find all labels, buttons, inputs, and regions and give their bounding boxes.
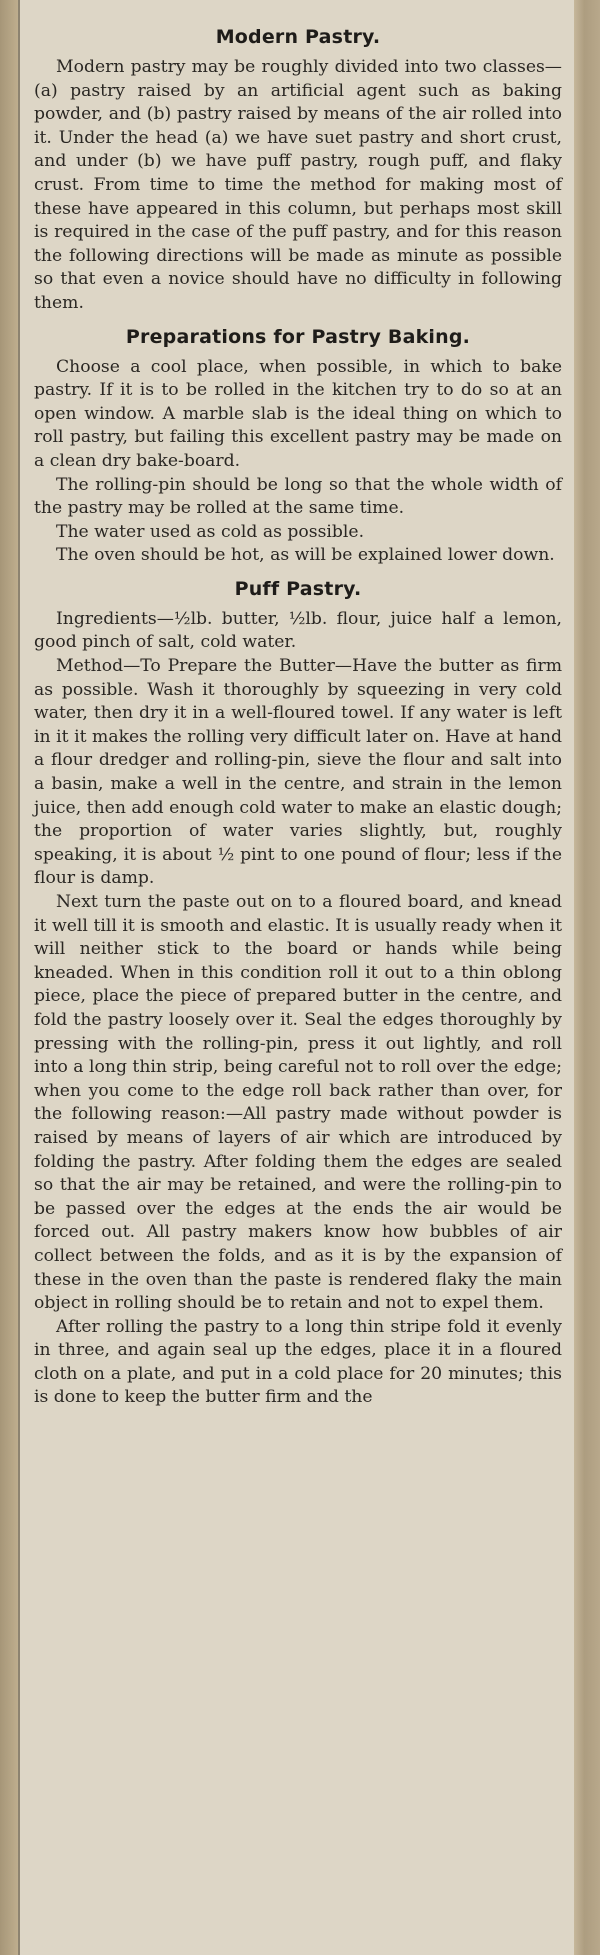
paragraph-ingredients: Ingredients—½lb. butter, ½lb. flour, juice half a lemon, good pinch of salt, cold water. (34, 608, 562, 653)
paragraph-modern-pastry-intro: Modern pastry may be roughly divided into two classes—(a) pastry raised by an artificial agent such as baking powder, and (b) pastry raised by means of the air rolled into it. Under the head (a) we have suet pastry and short crust, and under (b) we have puff pastry, rough puff, and flaky crust. From time to time the method for making most of these have appeared in this column, but perhaps most skill is required in the case of the puff pastry, and for this reason the following directions will be made as minute as possible so that even a novice should have no difficulty in following them. (34, 57, 562, 313)
paragraph-after-rolling: After rolling the pastry to a long thin stripe fold it evenly in three, and again seal up the edges, place it in a floured cloth on a plate, and put in a cold place for 20 minutes; this is done to keep the butter firm and the (34, 1316, 562, 1408)
section-heading-modern-pastry: Modern Pastry. (215, 26, 381, 48)
section-heading-preparations: Preparations for Pastry Baking. (125, 325, 471, 348)
newspaper-clipping (18, 0, 574, 1955)
section-heading-puff-pastry: Puff Pastry. (234, 577, 362, 600)
paragraph-cool-place: Choose a cool place, when possible, in which to bake pastry. If it is to be rolled in the kitchen try to do so at an open window. A marble slab is the ideal thing on which to roll pastry, but failing this excellent pastry may be made on a clean dry bake-board. (34, 356, 562, 471)
page-edge-right (574, 0, 600, 1955)
paragraph-water: The water used as cold as possible. (56, 521, 365, 542)
paragraph-rolling-pin: The rolling-pin should be long so that the whole width of the pastry may be rolled at the same time. (34, 474, 562, 519)
paragraph-oven: The oven should be hot, as will be explained lower down. (56, 545, 555, 566)
page-edge-left (0, 0, 18, 1955)
paragraph-next-turn: Next turn the paste out on to a floured board, and knead it well till it is smooth and elastic. It is usually ready when it will neither stick to the board or hands while being kneaded. When in this condition roll it out to a thin oblong piece, place the piece of prepared butter in the centre, and fold the pastry loosely over it. Seal the edges thoroughly by pressing with the rolling-pin, press it out lightly, and roll into a long thin strip, being careful not to roll over the edge; when you come to the edge roll back rather than over, for the following reason:—All pastry made without powder is raised by means of layers of air which are introduced by folding the pastry. After folding them the edges are sealed so that the air may be retained, and were the rolling-pin to be passed over the edges at the ends the air would be forced out. All pastry makers know how bubbles of air collect between the folds, and as it is by the expansion of these in the oven than the paste is rendered flaky the main object in rolling should be to retain and not to expel them. (34, 892, 562, 1314)
paragraph-method: Method—To Prepare the Butter—Have the butter as firm as possible. Wash it thoroughly by squeezing in very cold water, then dry it in a well-floured towel. If any water is left in it it makes the rolling very difficult later on. Have at hand a flour dredger and rolling-pin, sieve the flour and salt into a basin, make a well in the centre, and strain in the lemon juice, then add enough cold water to make an elastic dough; the proportion of water varies slightly, but, roughly speaking, it is about ½ pint to one pound of flour; less if the flour is damp. (34, 656, 562, 889)
